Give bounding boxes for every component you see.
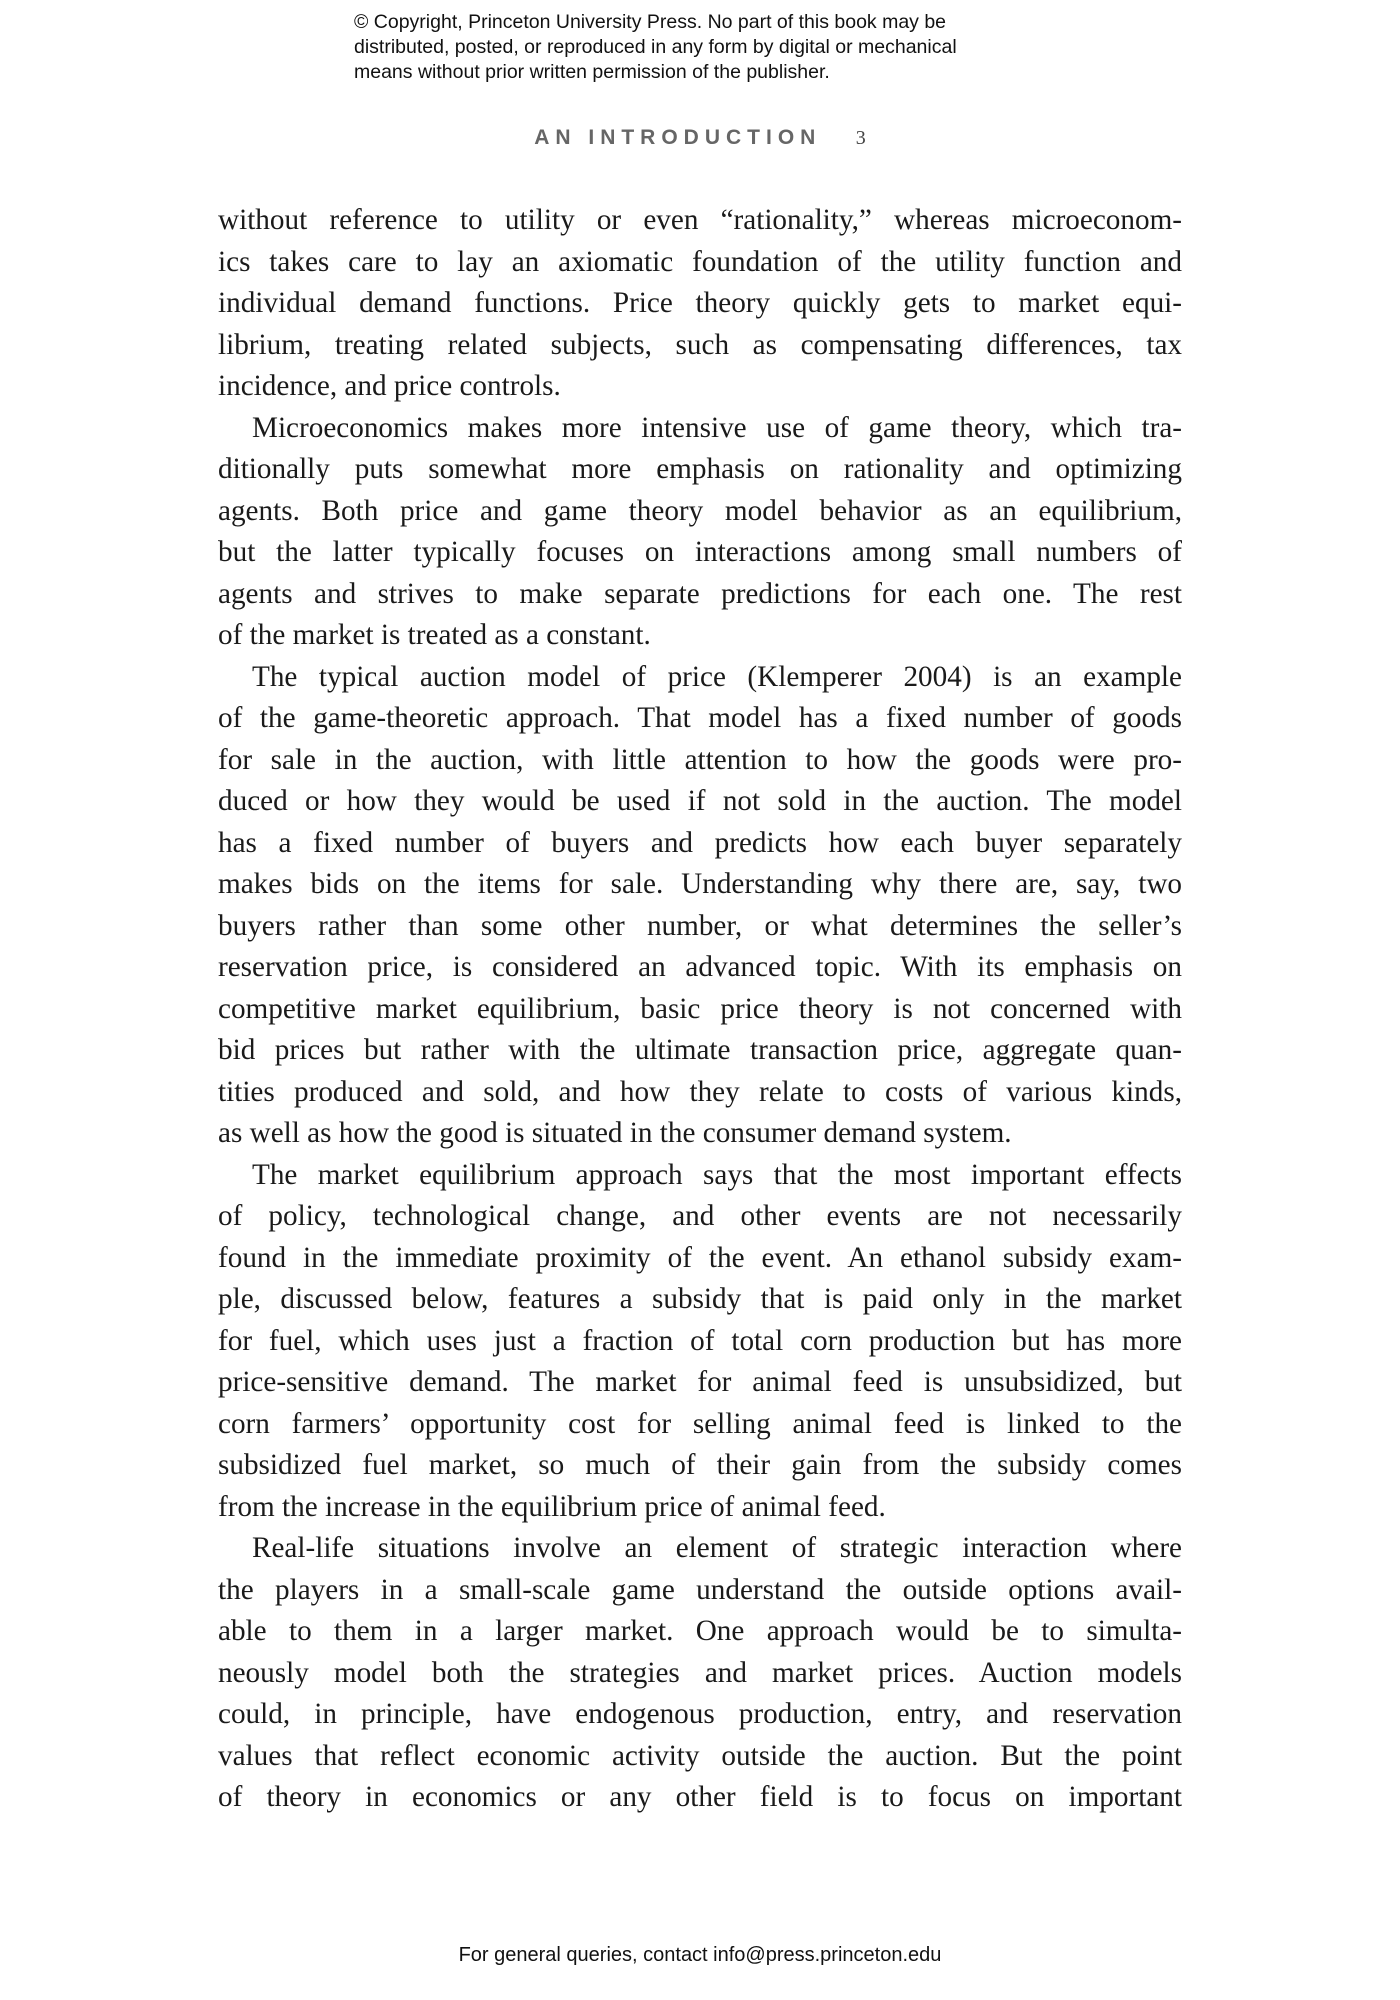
text-line: tities produced and sold, and how they relate to costs of various kinds, (218, 1075, 1182, 1108)
copyright-line: distributed, posted, or reproduced in any form by digital or mechanical (354, 36, 957, 58)
text-line: for fuel, which uses just a fraction of total corn production but has more (218, 1324, 1182, 1357)
text-line: but the latter typically focuses on interactions among small numbers of (218, 536, 1182, 568)
text-line: competitive market equilibrium, basic price theory is not concerned with (218, 992, 1182, 1025)
text-line: of policy, technological change, and other events are not necessarily (218, 1200, 1182, 1232)
text-line: makes bids on the items for sale. Understanding why there are, say, two (218, 868, 1182, 900)
text-line: values that reflect economic activity outside the auction. But the point (218, 1739, 1182, 1772)
text-line: individual demand functions. Price theory quickly gets to market equi- (218, 287, 1182, 319)
paragraph (218, 1528, 1182, 1819)
page-number: 3 (855, 127, 866, 149)
paragraph (218, 200, 1182, 408)
text-line: ics takes care to lay an axiomatic foundation of the utility function and (218, 245, 1182, 278)
copyright-line: © Copyright, Princeton University Press. No part of this book may be (354, 11, 947, 33)
text-line: Microeconomics makes more intensive use of game theory, which tra- (252, 411, 1182, 444)
text-line: could, in principle, have endogenous production, entry, and reservation (218, 1698, 1182, 1730)
text-line: The market equilibrium approach says that the most important effects (252, 1158, 1182, 1191)
body-text (218, 200, 1182, 1819)
footer-contact: For general queries, contact info@press.princeton.edu (458, 1944, 942, 1966)
text-line: ditionally puts somewhat more emphasis on rationality and optimizing (218, 453, 1182, 485)
text-line: price-sensitive demand. The market for animal feed is unsubsidized, but (218, 1366, 1182, 1398)
text-line: duced or how they would be used if not sold in the auction. The model (218, 785, 1182, 817)
paragraph (218, 408, 1182, 657)
text-line: as well as how the good is situated in the consumer demand system. (218, 1117, 1012, 1149)
running-head (0, 126, 1400, 150)
text-line: bid prices but rather with the ultimate transaction price, aggregate quan- (218, 1034, 1182, 1066)
text-line: of the market is treated as a constant. (218, 619, 651, 651)
text-line: corn farmers’ opportunity cost for selling animal feed is linked to the (218, 1407, 1182, 1440)
text-line: librium, treating related subjects, such as compensating differences, tax (218, 328, 1182, 361)
text-line: reservation price, is considered an advanced topic. With its emphasis on (218, 951, 1182, 983)
copyright-notice (354, 10, 1114, 85)
text-line: Real-life situations involve an element of strategic interaction where (252, 1532, 1182, 1564)
text-line: the players in a small-scale game understand the outside options avail- (218, 1573, 1182, 1606)
paragraph (218, 1155, 1182, 1529)
text-line: for sale in the auction, with little attention to how the goods were pro- (218, 743, 1182, 776)
text-line: incidence, and price controls. (218, 370, 561, 402)
text-line: of theory in economics or any other field is to focus on important (218, 1781, 1182, 1813)
text-line: ple, discussed below, features a subsidy that is paid only in the market (218, 1283, 1182, 1315)
text-line: able to them in a larger market. One approach would be to simulta- (218, 1615, 1182, 1647)
running-title: AN INTRODUCTION (534, 126, 822, 149)
text-line: subsidized fuel market, so much of their gain from the subsidy comes (218, 1449, 1182, 1481)
text-line: of the game-theoretic approach. That model has a fixed number of goods (218, 702, 1182, 734)
text-line: buyers rather than some other number, or what determines the seller’s (218, 909, 1182, 942)
text-line: found in the immediate proximity of the event. An ethanol subsidy exam- (218, 1241, 1182, 1274)
text-line: agents and strives to make separate predictions for each one. The rest (218, 577, 1182, 610)
text-line: without reference to utility or even “rationality,” whereas microeconom- (218, 204, 1182, 236)
paragraph (218, 657, 1182, 1155)
text-line: agents. Both price and game theory model behavior as an equilibrium, (218, 494, 1182, 527)
text-line: The typical auction model of price (Klemperer 2004) is an example (252, 660, 1182, 693)
text-line: neously model both the strategies and market prices. Auction models (218, 1656, 1182, 1689)
copyright-line: means without prior written permission of the publisher. (354, 61, 830, 83)
text-line: has a fixed number of buyers and predicts how each buyer separately (218, 826, 1182, 859)
text-line: from the increase in the equilibrium price of animal feed. (218, 1490, 886, 1523)
